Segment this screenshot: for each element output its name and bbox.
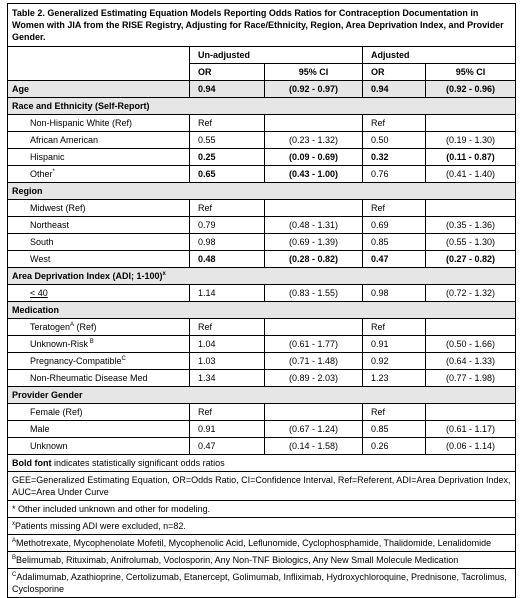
ci-unadjusted: [265, 319, 363, 336]
or-unadjusted: 0.79: [190, 217, 265, 234]
header-ci-unadjusted: 95% CI: [265, 64, 363, 81]
row-label: Female (Ref): [8, 404, 190, 421]
row-label: Non-Rheumatic Disease Med: [8, 370, 190, 387]
or-adjusted: 0.69: [363, 217, 426, 234]
footnote-marker: A: [12, 538, 17, 544]
table-row: [8, 217, 516, 234]
table-row: [8, 251, 516, 268]
or-unadjusted: 0.98: [190, 234, 265, 251]
ci-unadjusted: (0.48 - 1.31): [265, 217, 363, 234]
ci-adjusted: (0.72 - 1.32): [426, 285, 516, 302]
or-adjusted: 0.26: [363, 438, 426, 455]
section-medication: [8, 302, 516, 319]
footnote-b: [8, 552, 516, 569]
ci-unadjusted: (0.67 - 1.24): [265, 421, 363, 438]
footnote-x: [8, 518, 516, 535]
or-adjusted: Ref: [363, 404, 426, 421]
or-unadjusted: 1.34: [190, 370, 265, 387]
table-row: [8, 132, 516, 149]
section-adi: [8, 268, 516, 285]
footnote-bold-text: indicates statistically significant odds ratios: [51, 458, 225, 468]
footnote-other-row: [8, 501, 516, 518]
footnote-x-row: [8, 518, 516, 535]
ci-unadjusted: [265, 404, 363, 421]
ci-adjusted: (0.06 - 1.14): [426, 438, 516, 455]
row-label: Male: [8, 421, 190, 438]
footnote-c-text: Adalimumab, Azathioprine, Certolizumab, Etanercept, Golimumab, Infliximab, Hydroxychloroquine, Prednisone, Tacrolimus, Cyclosporine: [12, 572, 507, 594]
footnote-marker: A: [70, 322, 75, 328]
ci-unadjusted: (0.28 - 0.82): [265, 251, 363, 268]
header-blank: [8, 47, 190, 81]
table-caption: Table 2. Generalized Estimating Equation Models Reporting Odds Ratios for Contraception Documentation in Women with JIA from the RISE Registry, Adjusting for Race/Ethnicity, Region, Area Deprivation Index, and Provider Gender.: [8, 4, 516, 47]
ci-adjusted: (0.50 - 1.66): [426, 336, 516, 353]
or-unadjusted: Ref: [190, 319, 265, 336]
or-adjusted: 0.91: [363, 336, 426, 353]
ci-unadjusted: (0.09 - 0.69): [265, 149, 363, 166]
row-label-text: Unknown-Risk: [30, 339, 89, 349]
footnote-marker: B: [12, 555, 17, 561]
section-title-adi-text: Area Deprivation Index (ADI; 1-100): [12, 271, 163, 281]
or-adjusted: 0.85: [363, 421, 426, 438]
section-provider: [8, 387, 516, 404]
ci-adjusted: (0.41 - 1.40): [426, 166, 516, 183]
table-row: [8, 438, 516, 455]
table-row: [8, 149, 516, 166]
or-unadjusted: Ref: [190, 200, 265, 217]
or-adjusted: Ref: [363, 200, 426, 217]
ci-unadjusted: (0.69 - 1.39): [265, 234, 363, 251]
section-title-medication: Medication: [8, 302, 516, 319]
or-unadjusted: 1.03: [190, 353, 265, 370]
row-label-text: Other: [30, 169, 53, 179]
row-label: [8, 285, 190, 302]
table-row: [8, 285, 516, 302]
table-row: [8, 200, 516, 217]
footnote-a-text: Methotrexate, Mycophenolate Mofetil, Mycophenolic Acid, Leflunomide, Cyclophosphamide, Thalidomide, Lenalidomide: [16, 538, 492, 548]
ci-adjusted: [426, 200, 516, 217]
table-row: [8, 166, 516, 183]
section-title-region: Region: [8, 183, 516, 200]
ci-unadjusted: [265, 200, 363, 217]
row-label-text: < 40: [30, 288, 48, 298]
row-label-suffix: (Ref): [74, 322, 97, 332]
footnote-other: * Other included unknown and other for modeling.: [8, 501, 516, 518]
age-or-unadjusted: 0.94: [190, 81, 265, 98]
table-row: [8, 234, 516, 251]
ci-adjusted: (0.64 - 1.33): [426, 353, 516, 370]
or-adjusted: 0.47: [363, 251, 426, 268]
ci-adjusted: (0.61 - 1.17): [426, 421, 516, 438]
or-unadjusted: Ref: [190, 404, 265, 421]
table-row: [8, 421, 516, 438]
table-row: [8, 115, 516, 132]
or-unadjusted: 0.47: [190, 438, 265, 455]
ci-adjusted: [426, 319, 516, 336]
or-unadjusted: 0.65: [190, 166, 265, 183]
header-adjusted: Adjusted: [363, 47, 516, 64]
or-unadjusted: 1.04: [190, 336, 265, 353]
section-title-race: Race and Ethnicity (Self-Report): [8, 98, 516, 115]
ci-adjusted: (0.77 - 1.98): [426, 370, 516, 387]
or-adjusted: Ref: [363, 115, 426, 132]
header-unadjusted: Un-adjusted: [190, 47, 363, 64]
row-label: Midwest (Ref): [8, 200, 190, 217]
table-row: [8, 336, 516, 353]
row-label: Hispanic: [8, 149, 190, 166]
ci-unadjusted: [265, 115, 363, 132]
age-ci-adjusted: (0.92 - 0.96): [426, 81, 516, 98]
header-or-unadjusted: OR: [190, 64, 265, 81]
footnote-c: [8, 569, 516, 598]
section-title-provider: Provider Gender: [8, 387, 516, 404]
table-row: [8, 404, 516, 421]
footnote-b-row: [8, 552, 516, 569]
or-unadjusted: 1.14: [190, 285, 265, 302]
table-caption-row: [8, 4, 516, 47]
footnote-abbrev-row: [8, 472, 516, 501]
ci-unadjusted: (0.23 - 1.32): [265, 132, 363, 149]
or-adjusted: 0.50: [363, 132, 426, 149]
row-label: [8, 353, 190, 370]
age-or-adjusted: 0.94: [363, 81, 426, 98]
or-adjusted: 0.92: [363, 353, 426, 370]
footnote-b-text: Belimumab, Rituximab, Anifrolumab, Voclosporin, Any Non-TNF Biologics, Any New Small Molecule Medication: [16, 555, 459, 565]
section-region: [8, 183, 516, 200]
row-label-text: Pregnancy-Compatible: [30, 356, 122, 366]
ci-adjusted: (0.19 - 1.30): [426, 132, 516, 149]
or-unadjusted: 0.55: [190, 132, 265, 149]
or-adjusted: 0.32: [363, 149, 426, 166]
row-label: South: [8, 234, 190, 251]
row-label: [8, 319, 190, 336]
age-ci-unadjusted: (0.92 - 0.97): [265, 81, 363, 98]
footnote-marker: x: [12, 521, 15, 527]
ci-adjusted: (0.55 - 1.30): [426, 234, 516, 251]
or-adjusted: 0.85: [363, 234, 426, 251]
ci-adjusted: [426, 115, 516, 132]
or-unadjusted: Ref: [190, 115, 265, 132]
footnote-marker: C: [121, 356, 126, 362]
ci-adjusted: (0.27 - 0.82): [426, 251, 516, 268]
footnote-bold: [8, 455, 516, 472]
ci-unadjusted: (0.43 - 1.00): [265, 166, 363, 183]
footnote-marker: C: [12, 572, 17, 578]
ci-unadjusted: (0.89 - 2.03): [265, 370, 363, 387]
ci-unadjusted: (0.14 - 1.58): [265, 438, 363, 455]
footnote-abbreviations: GEE=Generalized Estimating Equation, OR=Odds Ratio, CI=Confidence Interval, Ref=Referent, ADI=Area Deprivation Index, AUC=Area Under Curve: [8, 472, 516, 501]
ci-adjusted: (0.11 - 0.87): [426, 149, 516, 166]
row-label: West: [8, 251, 190, 268]
or-adjusted: 0.98: [363, 285, 426, 302]
odds-ratio-table: [7, 3, 516, 598]
or-unadjusted: 0.48: [190, 251, 265, 268]
ci-adjusted: [426, 404, 516, 421]
footnote-marker: *: [52, 169, 55, 175]
ci-adjusted: (0.35 - 1.36): [426, 217, 516, 234]
footnote-marker: x: [162, 271, 166, 277]
footnote-x-text: Patients missing ADI were excluded, n=82.: [15, 521, 186, 531]
table-row: [8, 319, 516, 336]
section-race: [8, 98, 516, 115]
row-label-text: Teratogen: [30, 322, 71, 332]
footnote-bold-row: [8, 455, 516, 472]
header-or-adjusted: OR: [363, 64, 426, 81]
row-label: Northeast: [8, 217, 190, 234]
ci-unadjusted: (0.61 - 1.77): [265, 336, 363, 353]
age-row: [8, 81, 516, 98]
or-unadjusted: 0.91: [190, 421, 265, 438]
table-container: [7, 3, 515, 598]
age-label: Age: [8, 81, 190, 98]
row-label: African American: [8, 132, 190, 149]
or-adjusted: Ref: [363, 319, 426, 336]
or-adjusted: 0.76: [363, 166, 426, 183]
header-ci-adjusted: 95% CI: [426, 64, 516, 81]
footnote-bold-label: Bold font: [12, 458, 52, 468]
row-label: [8, 336, 190, 353]
ci-unadjusted: (0.83 - 1.55): [265, 285, 363, 302]
or-adjusted: 1.23: [363, 370, 426, 387]
or-unadjusted: 0.25: [190, 149, 265, 166]
footnote-a-row: [8, 535, 516, 552]
footnote-c-row: [8, 569, 516, 598]
row-label: Non-Hispanic White (Ref): [8, 115, 190, 132]
section-title-adi: [8, 268, 516, 285]
table-row: [8, 353, 516, 370]
header-group-row: [8, 47, 516, 64]
footnote-marker: B: [88, 339, 94, 345]
ci-unadjusted: (0.71 - 1.48): [265, 353, 363, 370]
row-label: Unknown: [8, 438, 190, 455]
row-label: [8, 166, 190, 183]
footnote-a: [8, 535, 516, 552]
table-row: [8, 370, 516, 387]
